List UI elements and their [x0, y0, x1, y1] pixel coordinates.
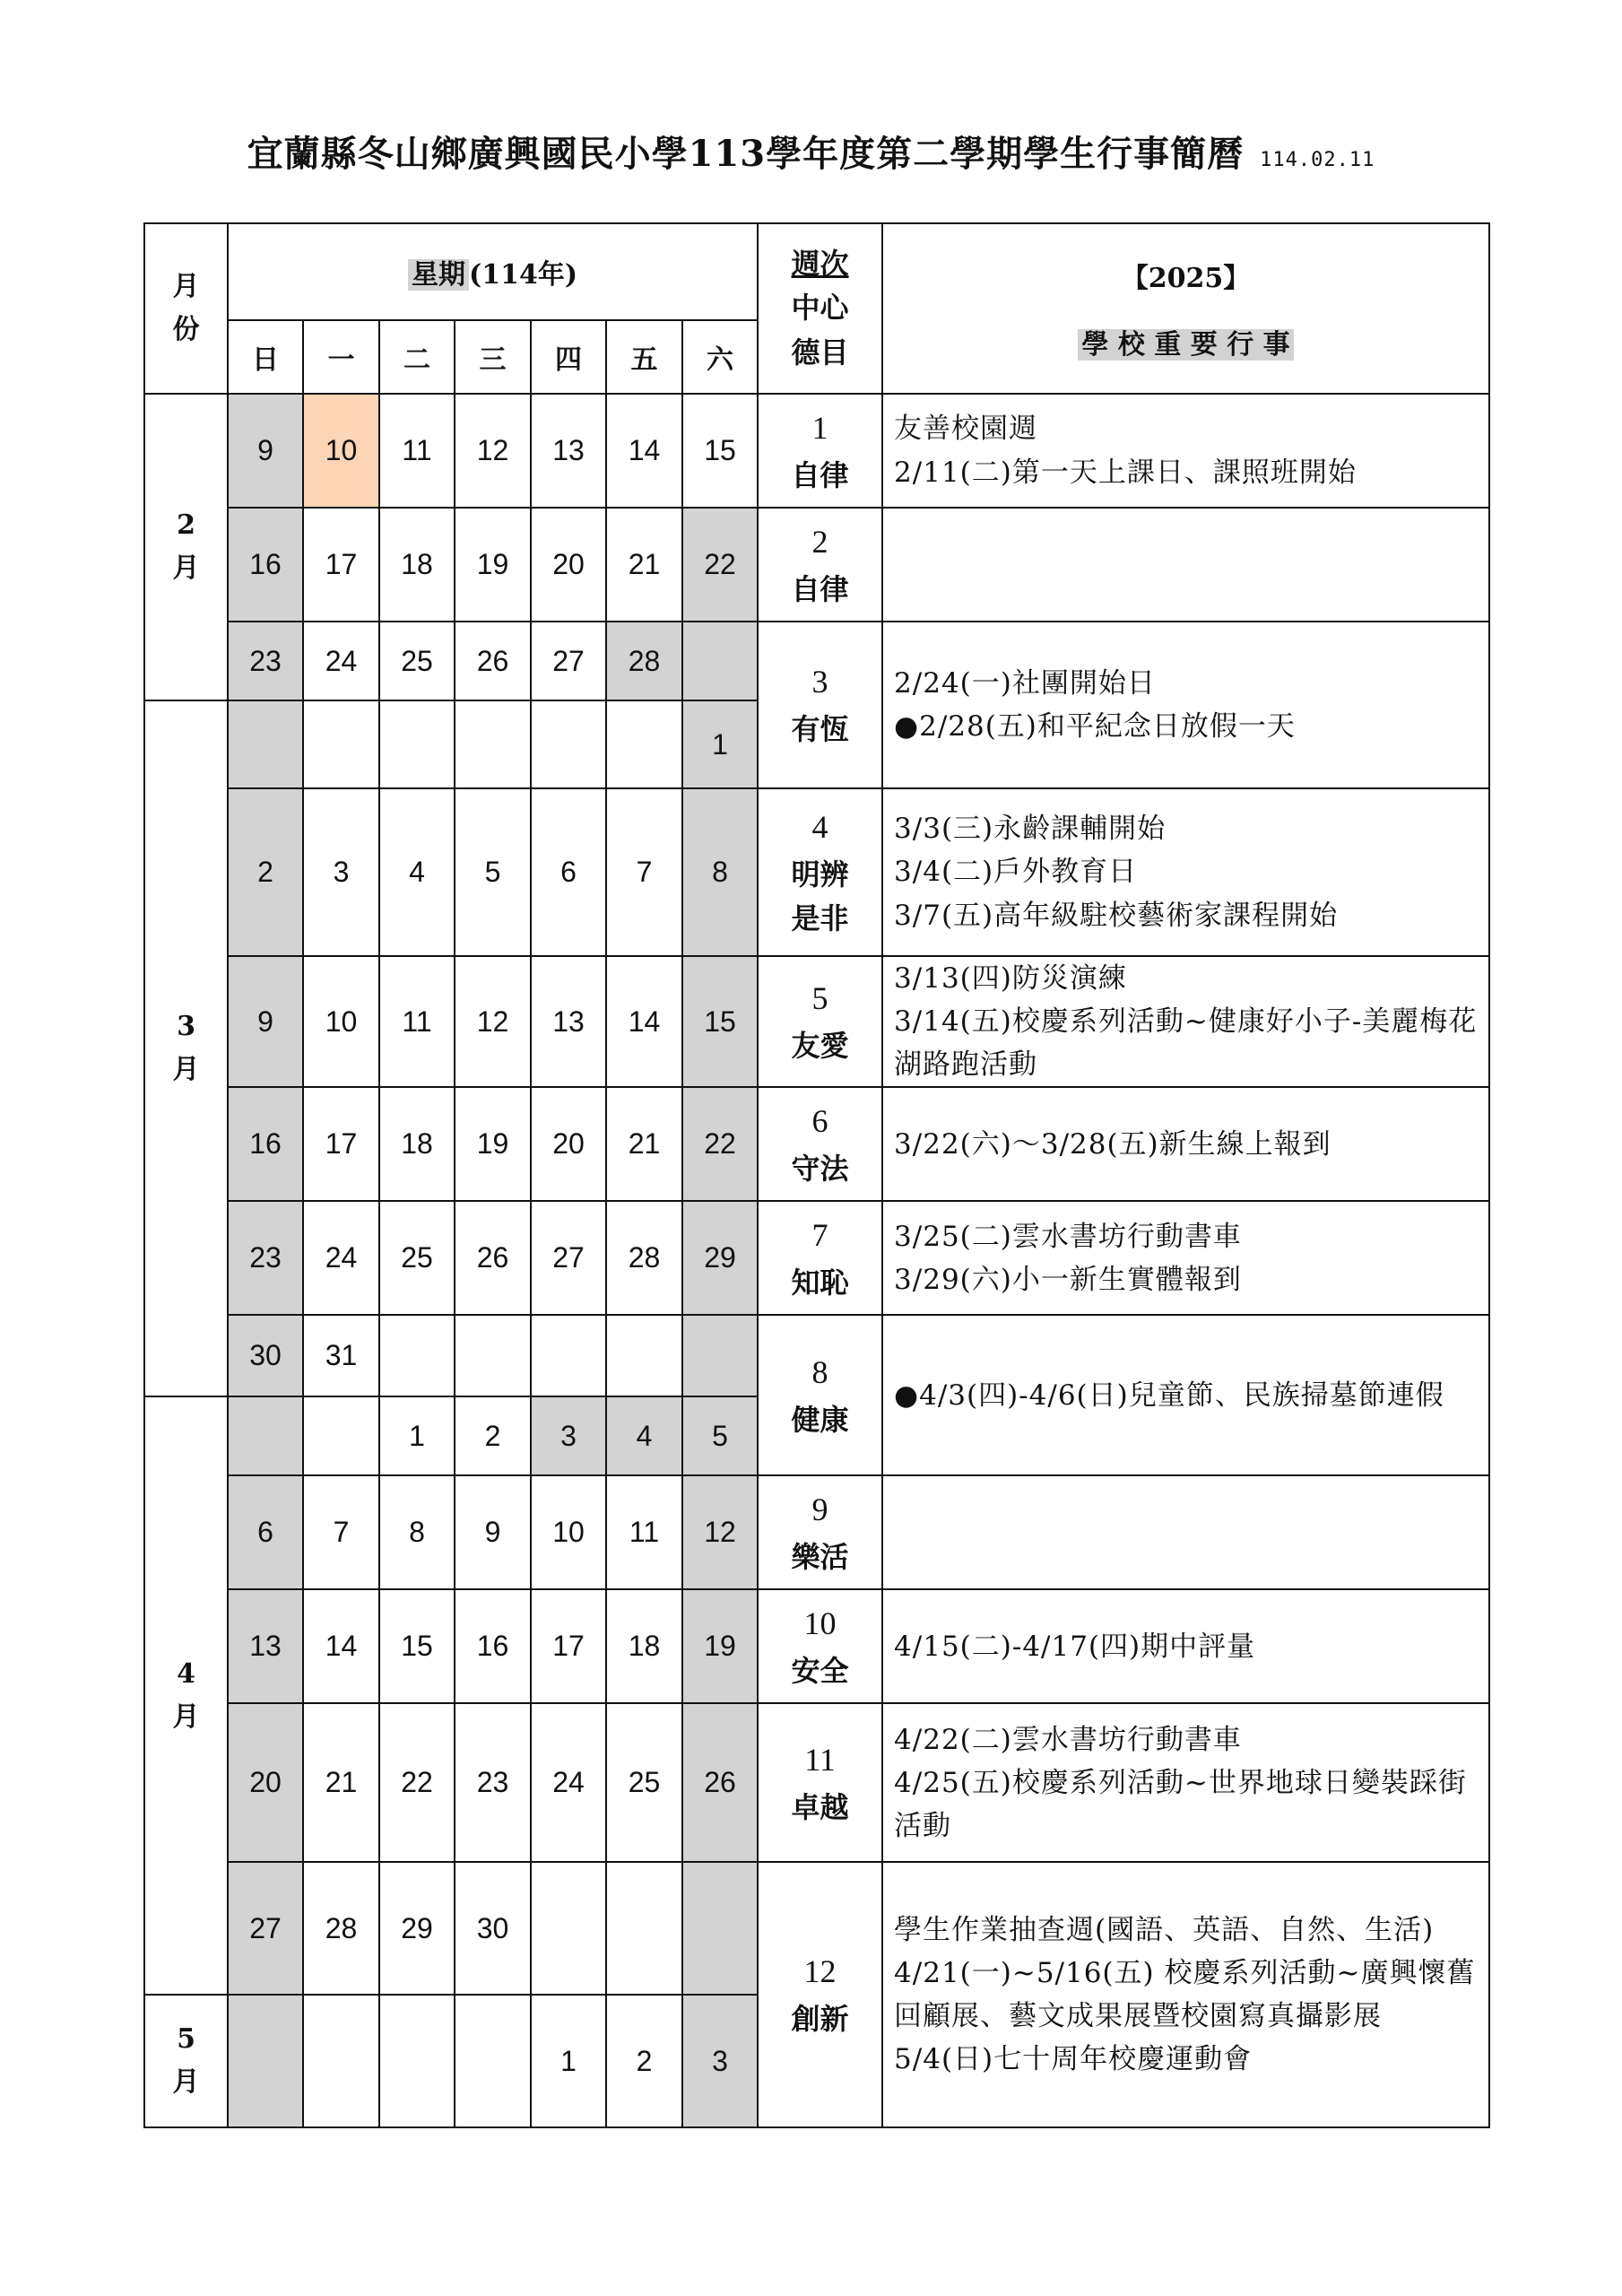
day-cell: 17 [531, 1589, 606, 1703]
day-cell: 4 [379, 788, 455, 956]
day-cell: 5 [455, 788, 531, 956]
calendar-row [144, 394, 1489, 508]
day-cell: 16 [228, 1087, 303, 1201]
weekday-sat: 六 [682, 320, 758, 394]
event-line: 3/4(二)戶外教育日 [894, 856, 1138, 889]
day-cell: 26 [455, 1201, 531, 1315]
events-cell [882, 1703, 1489, 1862]
day-cell: 8 [682, 788, 758, 956]
event-line: 3/14(五)校慶系列活動~健康好小子-美麗梅花湖路跑活動 [894, 1005, 1478, 1082]
month-char: 月 [172, 2066, 200, 2099]
events-cell [882, 788, 1489, 956]
day-cell: 13 [531, 956, 606, 1087]
day-cell: 25 [379, 1201, 455, 1315]
day-cell: 8 [379, 1475, 455, 1589]
day-cell: 20 [531, 1087, 606, 1201]
weekday-tue: 二 [379, 320, 455, 394]
day-cell: 13 [531, 394, 606, 508]
events-header [882, 223, 1489, 394]
day-cell: 6 [228, 1475, 303, 1589]
calendar-row [144, 788, 1489, 956]
day-cell [606, 700, 682, 788]
month-may [144, 1995, 228, 2127]
day-cell: 25 [379, 622, 455, 700]
day-cell: 12 [455, 394, 531, 508]
week-header-line-1: 週次 [791, 246, 849, 281]
day-cell: 18 [606, 1589, 682, 1703]
events-cell [882, 956, 1489, 1087]
week-cell [758, 508, 882, 622]
day-cell: 6 [531, 788, 606, 956]
week-number: 8 [811, 1353, 828, 1390]
day-cell: 11 [606, 1475, 682, 1589]
events-cell [882, 1475, 1489, 1589]
day-cell [228, 1995, 303, 2127]
event-line: 5/4(日)七十周年校慶運動會 [894, 2043, 1253, 2076]
events-cell [882, 508, 1489, 622]
day-cell: 15 [682, 394, 758, 508]
day-cell: 24 [303, 1201, 379, 1315]
day-cell: 26 [682, 1703, 758, 1862]
events-cell [882, 1862, 1489, 2127]
week-virtue: 自律 [791, 457, 849, 492]
day-cell: 18 [379, 508, 455, 622]
week-virtue: 友愛 [791, 1029, 849, 1064]
event-line: 3/13(四)防災演練 [894, 962, 1127, 995]
day-cell [682, 1315, 758, 1396]
weekday-wed: 三 [455, 320, 531, 394]
day-cell: 19 [682, 1589, 758, 1703]
event-line: 4/22(二)雲水書坊行動書車 [894, 1723, 1242, 1756]
day-cell: 26 [455, 622, 531, 700]
day-cell: 1 [531, 1995, 606, 2127]
day-cell: 1 [682, 700, 758, 788]
day-cell [531, 1315, 606, 1396]
event-line: 學生作業抽查週(國語、英語、自然、生活) [894, 1914, 1435, 1947]
weekday-thu: 四 [531, 320, 606, 394]
week-number: 9 [811, 1491, 828, 1527]
day-cell: 28 [606, 1201, 682, 1315]
calendar-table [143, 222, 1490, 2128]
event-line: 4/21(一)~5/16(五) 校慶系列活動~廣興懷舊回顧展、藝文成果展暨校園寫真攝影展 [894, 1957, 1476, 2033]
day-cell: 18 [379, 1087, 455, 1201]
day-cell: 5 [682, 1396, 758, 1475]
day-cell: 24 [303, 622, 379, 700]
week-cell [758, 1475, 882, 1589]
day-cell [303, 1995, 379, 2127]
event-line: 3/25(二)雲水書坊行動書車 [894, 1220, 1242, 1253]
week-number: 3 [811, 664, 828, 700]
day-cell: 17 [303, 508, 379, 622]
day-cell [303, 700, 379, 788]
day-cell: 22 [379, 1703, 455, 1862]
calendar-row [144, 1862, 1489, 1995]
events-cell [882, 1315, 1489, 1475]
week-virtue: 是非 [791, 901, 849, 936]
day-cell [228, 700, 303, 788]
calendar-row [144, 1315, 1489, 1396]
month-header-bottom: 份 [172, 314, 200, 345]
week-cell [758, 1201, 882, 1315]
day-cell: 23 [228, 1201, 303, 1315]
day-cell: 29 [682, 1201, 758, 1315]
month-april [144, 1396, 228, 1995]
day-cell: 17 [303, 1087, 379, 1201]
events-cell [882, 622, 1489, 788]
calendar-row [144, 1087, 1489, 1201]
day-cell [606, 1862, 682, 1995]
title-text: 宜蘭縣冬山鄉廣興國民小學113學年度第二學期學生行事簡曆 [247, 133, 1245, 175]
week-number: 12 [803, 1953, 837, 1990]
calendar-row [144, 1589, 1489, 1703]
weekday-mon: 一 [303, 320, 379, 394]
day-cell-highlighted: 10 [303, 394, 379, 508]
day-cell: 14 [606, 394, 682, 508]
day-cell: 22 [682, 1087, 758, 1201]
day-cell: 3 [531, 1396, 606, 1475]
week-cell [758, 394, 882, 508]
events-cell [882, 1589, 1489, 1703]
day-cell: 10 [303, 956, 379, 1087]
day-cell: 19 [455, 508, 531, 622]
event-line: 3/29(六)小一新生實體報到 [894, 1263, 1242, 1296]
week-number: 7 [811, 1216, 828, 1253]
day-cell: 30 [228, 1315, 303, 1396]
day-cell [455, 700, 531, 788]
day-cell: 12 [682, 1475, 758, 1589]
month-char: 月 [172, 1054, 200, 1086]
day-cell [379, 1995, 455, 2127]
day-cell: 30 [455, 1862, 531, 1995]
title-date: 114.02.11 [1260, 149, 1375, 171]
weekday-fri: 五 [606, 320, 682, 394]
day-cell: 28 [303, 1862, 379, 1995]
event-line: ●2/28(五)和平紀念日放假一天 [894, 710, 1296, 743]
week-cell [758, 1087, 882, 1201]
day-cell: 7 [303, 1475, 379, 1589]
day-cell: 21 [303, 1703, 379, 1862]
day-cell: 11 [379, 394, 455, 508]
event-line: 4/15(二)-4/17(四)期中評量 [894, 1630, 1256, 1663]
day-cell: 21 [606, 1087, 682, 1201]
week-cell [758, 1862, 882, 2127]
week-virtue: 守法 [791, 1151, 849, 1186]
day-cell: 14 [606, 956, 682, 1087]
day-cell: 3 [303, 788, 379, 956]
event-line: 3/3(三)永齡課輔開始 [894, 813, 1167, 846]
day-cell: 20 [228, 1703, 303, 1862]
weekday-title: 星期 [408, 259, 469, 291]
day-cell: 15 [379, 1589, 455, 1703]
week-number: 4 [811, 809, 828, 845]
week-cell [758, 788, 882, 956]
day-cell [455, 1315, 531, 1396]
day-cell: 10 [531, 1475, 606, 1589]
weekday-year: (114年) [469, 259, 578, 291]
day-cell [682, 1862, 758, 1995]
day-cell: 23 [228, 622, 303, 700]
day-cell: 28 [606, 622, 682, 700]
events-cell [882, 394, 1489, 508]
calendar-row [144, 508, 1489, 622]
event-line: ●4/3(四)-4/6(日)兒童節、民族掃墓節連假 [894, 1378, 1444, 1412]
event-line: 3/22(六)～3/28(五)新生線上報到 [894, 1127, 1331, 1161]
day-cell: 29 [379, 1862, 455, 1995]
month-number: 5 [177, 2023, 195, 2056]
events-label: 學 校 重 要 行 事 [1078, 329, 1293, 361]
event-line: 3/7(五)高年級駐校藝術家課程開始 [894, 899, 1339, 932]
page-title [0, 126, 1622, 177]
day-cell: 27 [228, 1862, 303, 1995]
weekday-header [228, 223, 758, 320]
day-cell [303, 1396, 379, 1475]
month-number: 2 [177, 509, 195, 541]
calendar-row [144, 622, 1489, 700]
day-cell [531, 700, 606, 788]
month-header-top: 月 [172, 271, 200, 302]
day-cell: 2 [455, 1396, 531, 1475]
day-cell: 7 [606, 788, 682, 956]
day-cell: 13 [228, 1589, 303, 1703]
month-char: 月 [172, 1700, 200, 1733]
month-number: 4 [177, 1657, 195, 1690]
day-cell [682, 622, 758, 700]
day-cell: 4 [606, 1396, 682, 1475]
day-cell: 1 [379, 1396, 455, 1475]
day-cell: 3 [682, 1995, 758, 2127]
month-number: 3 [177, 1011, 195, 1043]
day-cell [379, 700, 455, 788]
day-cell: 2 [228, 788, 303, 956]
day-cell: 14 [303, 1589, 379, 1703]
week-virtue: 創新 [791, 2002, 849, 2037]
day-cell: 9 [455, 1475, 531, 1589]
day-cell [531, 1862, 606, 1995]
calendar-row [144, 1703, 1489, 1862]
week-virtue: 明辨 [791, 857, 849, 891]
week-cell [758, 1703, 882, 1862]
week-number: 5 [811, 980, 828, 1017]
day-cell: 31 [303, 1315, 379, 1396]
calendar-row [144, 1201, 1489, 1315]
day-cell: 16 [228, 508, 303, 622]
day-cell: 11 [379, 956, 455, 1087]
month-march [144, 700, 228, 1396]
event-line: 4/25(五)校慶系列活動~世界地球日變裝踩街活動 [894, 1766, 1467, 1842]
events-cell [882, 1201, 1489, 1315]
day-cell: 27 [531, 1201, 606, 1315]
day-cell: 9 [228, 394, 303, 508]
week-cell [758, 956, 882, 1087]
weekday-sun: 日 [228, 320, 303, 394]
day-cell: 19 [455, 1087, 531, 1201]
calendar-row [144, 1475, 1489, 1589]
week-cell [758, 1315, 882, 1475]
week-header-line-2: 中心 [791, 291, 849, 326]
week-number: 11 [804, 1741, 836, 1778]
day-cell [379, 1315, 455, 1396]
day-cell: 24 [531, 1703, 606, 1862]
month-february [144, 394, 228, 700]
week-number: 2 [811, 523, 828, 560]
event-line: 友善校園週 [894, 413, 1038, 446]
week-number: 1 [811, 409, 828, 446]
day-cell: 25 [606, 1703, 682, 1862]
day-cell: 27 [531, 622, 606, 700]
year-label: 【2025】 [1121, 263, 1251, 294]
day-cell: 20 [531, 508, 606, 622]
week-virtue: 知恥 [791, 1265, 849, 1300]
event-line: 2/24(一)社團開始日 [894, 666, 1156, 700]
day-cell: 15 [682, 956, 758, 1087]
week-column-header [758, 223, 882, 394]
week-virtue: 卓越 [791, 1789, 849, 1824]
day-cell: 23 [455, 1703, 531, 1862]
day-cell: 9 [228, 956, 303, 1087]
day-cell: 22 [682, 508, 758, 622]
day-cell: 21 [606, 508, 682, 622]
week-virtue: 安全 [791, 1653, 849, 1688]
events-cell [882, 1087, 1489, 1201]
day-cell: 2 [606, 1995, 682, 2127]
month-column-header [144, 223, 228, 394]
week-number: 10 [803, 1605, 837, 1641]
day-cell: 16 [455, 1589, 531, 1703]
calendar-row [144, 956, 1489, 1087]
week-virtue: 自律 [791, 571, 849, 606]
week-virtue: 健康 [791, 1402, 849, 1437]
week-header-line-3: 德目 [791, 335, 849, 370]
day-cell [228, 1396, 303, 1475]
week-cell [758, 622, 882, 788]
week-virtue: 樂活 [791, 1539, 849, 1574]
day-cell [455, 1995, 531, 2127]
event-line: 2/11(二)第一天上課日、課照班開始 [894, 456, 1357, 489]
day-cell: 12 [455, 956, 531, 1087]
week-virtue: 有恆 [791, 712, 849, 747]
month-char: 月 [172, 552, 200, 584]
week-cell [758, 1589, 882, 1703]
day-cell [606, 1315, 682, 1396]
week-number: 6 [811, 1102, 828, 1139]
